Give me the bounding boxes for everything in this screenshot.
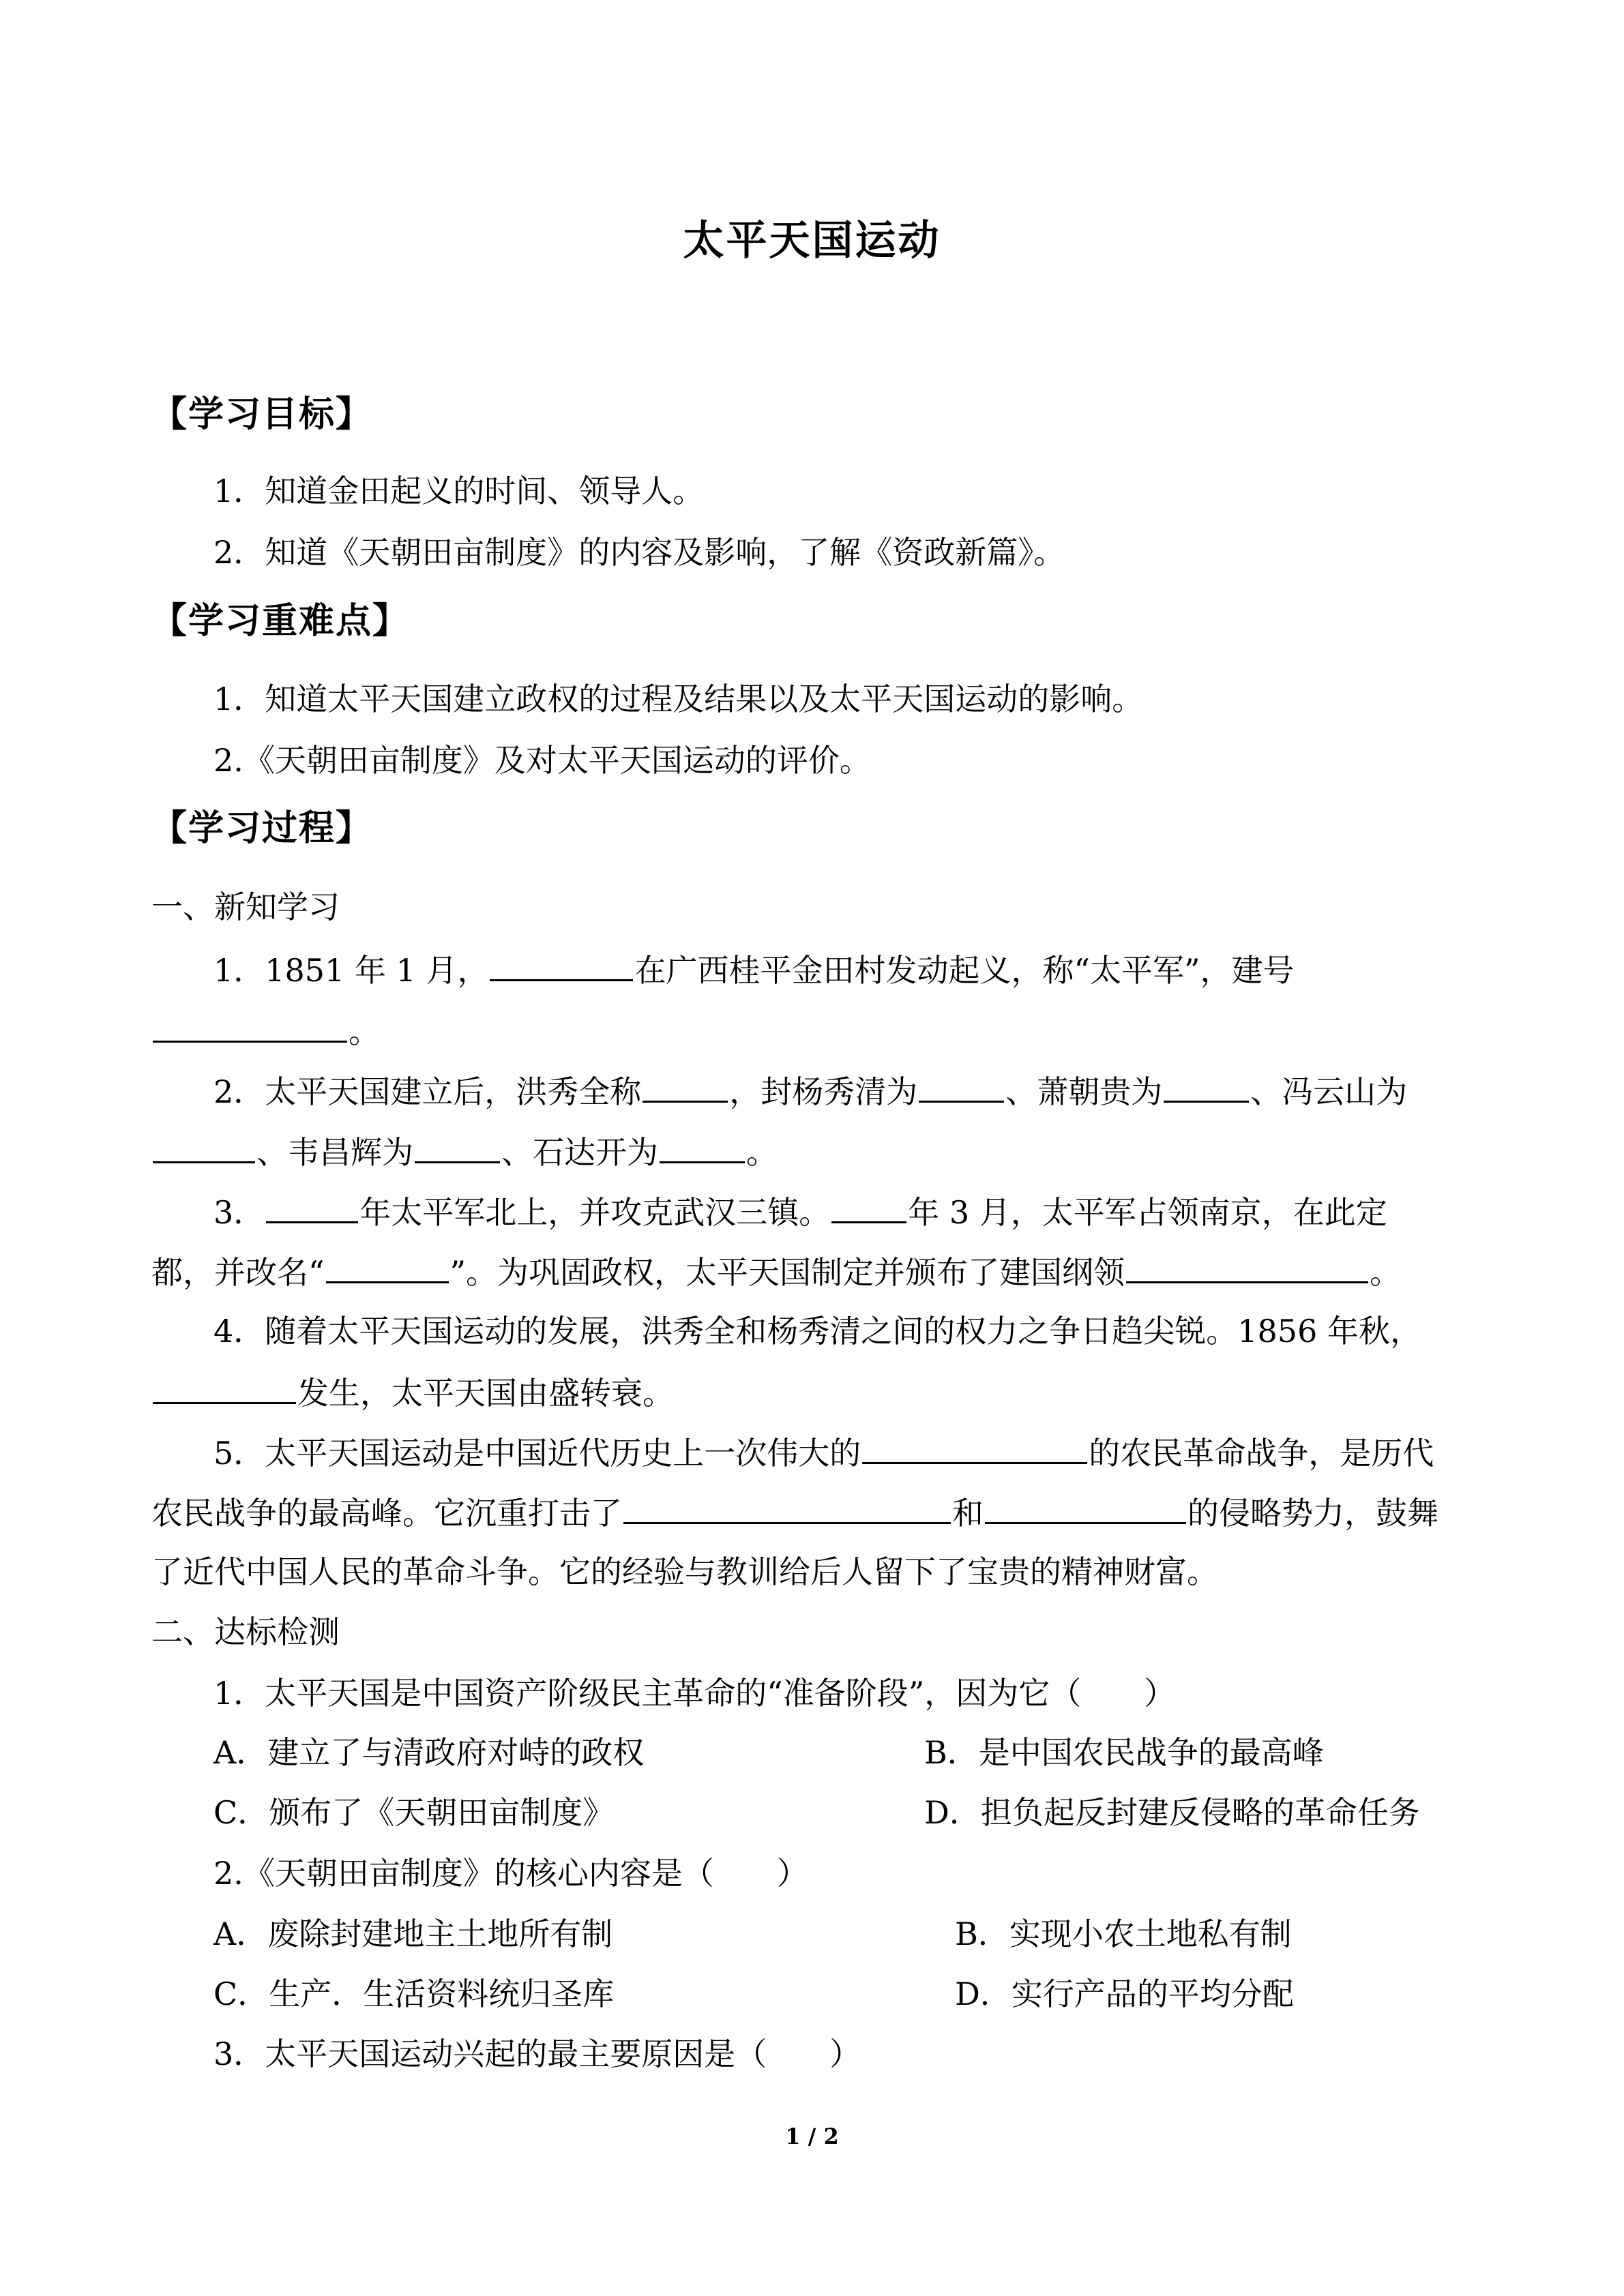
answer-blank[interactable]	[1126, 1250, 1368, 1283]
page-title: 太平天国运动	[683, 217, 941, 265]
fill-question-5-end: 了近代中国人民的革命斗争。它的经验与教训给后人留下了宝贵的精神财富。	[151, 1553, 1218, 1590]
fill-question-2-cont: 、韦昌辉为 、石达开为 。	[151, 1130, 778, 1173]
fill-question-4: 4．随着太平天国运动的发展，洪秀全和杨秀清之间的权力之争日趋尖锐。1856 年秋，	[213, 1313, 1421, 1350]
key-point-1: 1．知道太平天国建立政权的过程及结果以及太平天国运动的影响。	[213, 681, 1144, 717]
answer-blank[interactable]	[415, 1130, 500, 1163]
part1-heading: 一、新知学习	[151, 889, 340, 925]
choice-question-2: 2.《天朝田亩制度》的核心内容是（ ）	[213, 1855, 808, 1892]
answer-blank[interactable]	[153, 1371, 296, 1404]
section-process: 【学习过程】	[151, 807, 373, 849]
answer-blank[interactable]	[1164, 1069, 1249, 1103]
fill-question-1-cont: 。	[151, 1009, 380, 1052]
fill-question-2: 2．太平天国建立后，洪秀全称 ，封杨秀清为 、萧朝贵为 、冯云山为	[213, 1069, 1407, 1112]
answer-blank[interactable]	[490, 948, 633, 981]
answer-blank[interactable]	[266, 1190, 358, 1223]
answer-blank[interactable]	[153, 1009, 347, 1043]
choice-1-option-d[interactable]: D．担负起反封建反侵略的革命任务	[924, 1794, 1420, 1831]
choice-1-option-a[interactable]: A．建立了与清政府对峙的政权	[213, 1734, 645, 1771]
answer-blank[interactable]	[919, 1069, 1004, 1103]
answer-blank[interactable]	[985, 1491, 1186, 1524]
page-number: 1 / 2	[785, 2123, 839, 2149]
choice-question-3: 3．太平天国运动兴起的最主要原因是（ ）	[213, 2036, 861, 2072]
choice-2-option-c[interactable]: C．生产．生活资料统归圣库	[213, 1976, 615, 2012]
fill-question-5-cont: 农民战争的最高峰。它沉重打击了 和 的侵略势力，鼓舞	[151, 1491, 1438, 1534]
answer-blank[interactable]	[326, 1250, 449, 1283]
key-point-2: 2.《天朝田亩制度》及对太平天国运动的评价。	[213, 742, 871, 779]
choice-1-option-c[interactable]: C．颁布了《天朝田亩制度》	[213, 1794, 615, 1831]
fill-question-3: 3． 年太平军北上，并攻克武汉三镇。 年 3 月，太平军占领南京，在此定	[213, 1190, 1387, 1233]
choice-1-option-b[interactable]: B．是中国农民战争的最高峰	[924, 1734, 1324, 1771]
fill-question-4-cont: 发生，太平天国由盛转衰。	[151, 1371, 674, 1414]
section-key-points: 【学习重难点】	[151, 600, 410, 642]
answer-blank[interactable]	[831, 1190, 906, 1223]
answer-blank[interactable]	[153, 1130, 255, 1163]
choice-2-option-d[interactable]: D．实行产品的平均分配	[955, 1976, 1294, 2012]
goal-1: 1．知道金田起义的时间、领导人。	[213, 473, 705, 509]
choice-2-option-b[interactable]: B．实现小农土地私有制	[955, 1915, 1292, 1952]
choice-question-1: 1．太平天国是中国资产阶级民主革命的“准备阶段”，因为它（ ）	[213, 1675, 1176, 1712]
answer-blank[interactable]	[660, 1130, 745, 1163]
fill-question-5: 5．太平天国运动是中国近代历史上一次伟大的 的农民革命战争，是历代	[213, 1431, 1434, 1474]
fill-question-1: 1．1851 年 1 月， 在广西桂平金田村发动起义，称“太平军”，建号	[213, 948, 1295, 991]
section-goals: 【学习目标】	[151, 393, 373, 435]
answer-blank[interactable]	[862, 1431, 1087, 1464]
fill-question-3-cont: 都，并改名“ ”。为巩固政权，太平天国制定并颁布了建国纲领 。	[151, 1250, 1401, 1293]
answer-blank[interactable]	[643, 1069, 728, 1103]
answer-blank[interactable]	[623, 1491, 951, 1524]
goal-2: 2．知道《天朝田亩制度》的内容及影响，了解《资政新篇》。	[213, 534, 1065, 571]
part2-heading: 二、达标检测	[151, 1613, 340, 1650]
choice-2-option-a[interactable]: A．废除封建地主土地所有制	[213, 1915, 613, 1952]
